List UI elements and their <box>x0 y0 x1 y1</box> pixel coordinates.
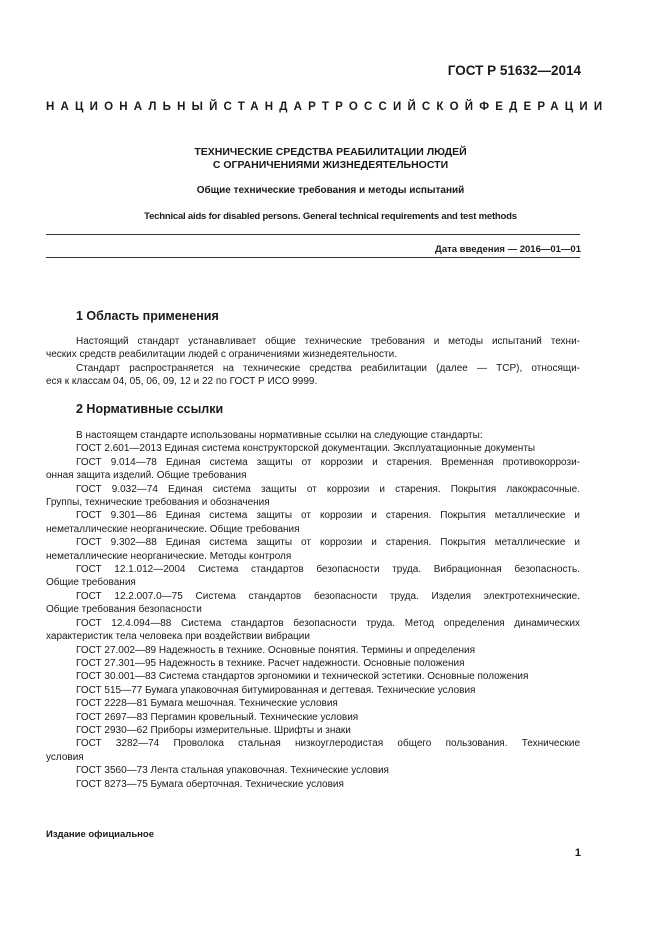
reference-line: ГОСТ 3282—74 Проволока стальная низкоуглеродистая общего пользования. Технические <box>76 738 580 750</box>
reference-line: ГОСТ 27.002—89 Надежность в технике. Основные понятия. Термины и определения <box>76 644 476 656</box>
section-1-paragraph-2-line-1: Стандарт распространяется на технические средства реабилитации (далее — ТСР), относящи- <box>76 362 580 374</box>
reference-entry <box>76 711 580 724</box>
section-1-heading: 1 Область применения <box>76 309 219 323</box>
reference-entry <box>76 670 580 683</box>
reference-entry <box>46 563 580 590</box>
introduction-date: Дата введения — 2016—01—01 <box>435 244 581 255</box>
normative-references-list <box>46 442 580 791</box>
reference-line: ГОСТ 9.014—78 Единая система защиты от коррозии и старения. Временная противокоррози- <box>76 456 580 468</box>
reference-entry <box>76 644 580 657</box>
reference-line: ГОСТ 12.2.007.0—75 Система стандартов безопасности труда. Изделия электротехнические. <box>76 590 580 602</box>
standard-subtitle: Общие технические требования и методы испытаний <box>196 185 465 196</box>
page-number: 1 <box>574 847 581 859</box>
reference-line: характеристик тела человека при воздействии вибрации <box>46 631 310 643</box>
reference-line: ГОСТ 2.601—2013 Единая система конструкторской документации. Эксплуатационные документы <box>76 443 536 455</box>
reference-entry <box>76 724 580 737</box>
reference-entry <box>76 657 580 670</box>
reference-line: Группы, технические требования и обозначения <box>46 497 270 509</box>
reference-entry <box>76 684 580 697</box>
national-standard-title <box>46 101 609 113</box>
divider-top <box>46 234 580 235</box>
reference-line: ГОСТ 27.301—95 Надежность в технике. Расчет надежности. Основные положения <box>76 657 465 669</box>
reference-line: ГОСТ 515—77 Бумага упаковочная битумированная и дегтевая. Технические условия <box>76 684 476 696</box>
standard-title <box>0 146 661 172</box>
reference-line: ГОСТ 9.301—86 Единая система защиты от коррозии и старения. Покрытия металлические и <box>76 510 580 522</box>
reference-entry <box>46 509 580 536</box>
reference-line: ГОСТ 12.1.012—2004 Система стандартов безопасности труда. Вибрационная безопасность. <box>76 564 580 576</box>
reference-line: ГОСТ 8273—75 Бумага оберточная. Технические условия <box>76 778 344 790</box>
reference-entry <box>46 617 580 644</box>
section-1-paragraph-1-line-2: ческих средств реабилитации людей с ограничениями жизнедеятельности. <box>46 349 397 361</box>
reference-line: ГОСТ 12.4.094—88 Система стандартов безопасности труда. Метод определения динамических <box>76 617 580 629</box>
section-1-body <box>46 335 580 389</box>
reference-line: условия <box>46 751 84 763</box>
reference-entry <box>46 737 580 764</box>
reference-line: ГОСТ 2697—83 Пергамин кровельный. Технические условия <box>76 711 359 723</box>
reference-line: ГОСТ 2228—81 Бумага мешочная. Технические условия <box>76 698 338 710</box>
reference-entry <box>46 456 580 483</box>
divider-bottom <box>46 257 580 258</box>
reference-line: Общие требования <box>46 577 136 589</box>
section-2-body <box>46 429 580 791</box>
reference-line: ГОСТ 30.001—83 Система стандартов эргономики и технической эстетики. Основные положения <box>76 671 529 683</box>
reference-line: ГОСТ 2930—62 Приборы измерительные. Шрифты и знаки <box>76 724 351 736</box>
reference-entry <box>76 697 580 710</box>
reference-line: неметаллические неорганические. Общие требования <box>46 523 300 535</box>
reference-line: ГОСТ 3560—73 Лента стальная упаковочная. Технические условия <box>76 765 389 777</box>
official-edition-label: Издание официальное <box>46 829 154 840</box>
reference-line: неметаллические неорганические. Методы контроля <box>46 550 292 562</box>
reference-line: онная защита изделий. Общие требования <box>46 470 247 482</box>
document-number: ГОСТ Р 51632—2014 <box>447 63 581 78</box>
reference-line: Общие требования безопасности <box>46 604 202 616</box>
national-title-word: СТАНДАРТ <box>223 101 336 113</box>
standard-english-title: Technical aids for disabled persons. General technical requirements and test methods <box>144 211 517 222</box>
national-title-word: ФЕДЕРАЦИИ <box>479 101 609 113</box>
reference-entry <box>76 442 580 455</box>
standard-title-line-2: С ОГРАНИЧЕНИЯМИ ЖИЗНЕДЕЯТЕЛЬНОСТИ <box>212 159 449 171</box>
standard-title-line-1: ТЕХНИЧЕСКИЕ СРЕДСТВА РЕАБИЛИТАЦИИ ЛЮДЕЙ <box>194 146 467 158</box>
reference-line: ГОСТ 9.302—88 Единая система защиты от коррозии и старения. Покрытия металлические и <box>76 537 580 549</box>
reference-entry <box>46 483 580 510</box>
section-2-intro: В настоящем стандарте использованы нормативные ссылки на следующие стандарты: <box>76 430 483 441</box>
reference-line: ГОСТ 9.032—74 Единая система защиты от коррозии и старения. Покрытия лакокрасочные. <box>76 483 580 495</box>
reference-entry <box>46 590 580 617</box>
section-2-heading: 2 Нормативные ссылки <box>76 402 224 416</box>
national-title-word: РОССИЙСКОЙ <box>335 101 480 113</box>
section-1-paragraph-2-line-2: еся к классам 04, 05, 06, 09, 12 и 22 по ГОСТ Р ИСО 9999. <box>46 376 318 388</box>
national-title-word: НАЦИОНАЛЬНЫЙ <box>46 101 224 113</box>
reference-entry <box>76 778 580 791</box>
reference-entry <box>76 764 580 777</box>
reference-entry <box>46 536 580 563</box>
section-1-paragraph-1-line-1: Настоящий стандарт устанавливает общие технические требования и методы испытаний техни- <box>76 336 580 347</box>
